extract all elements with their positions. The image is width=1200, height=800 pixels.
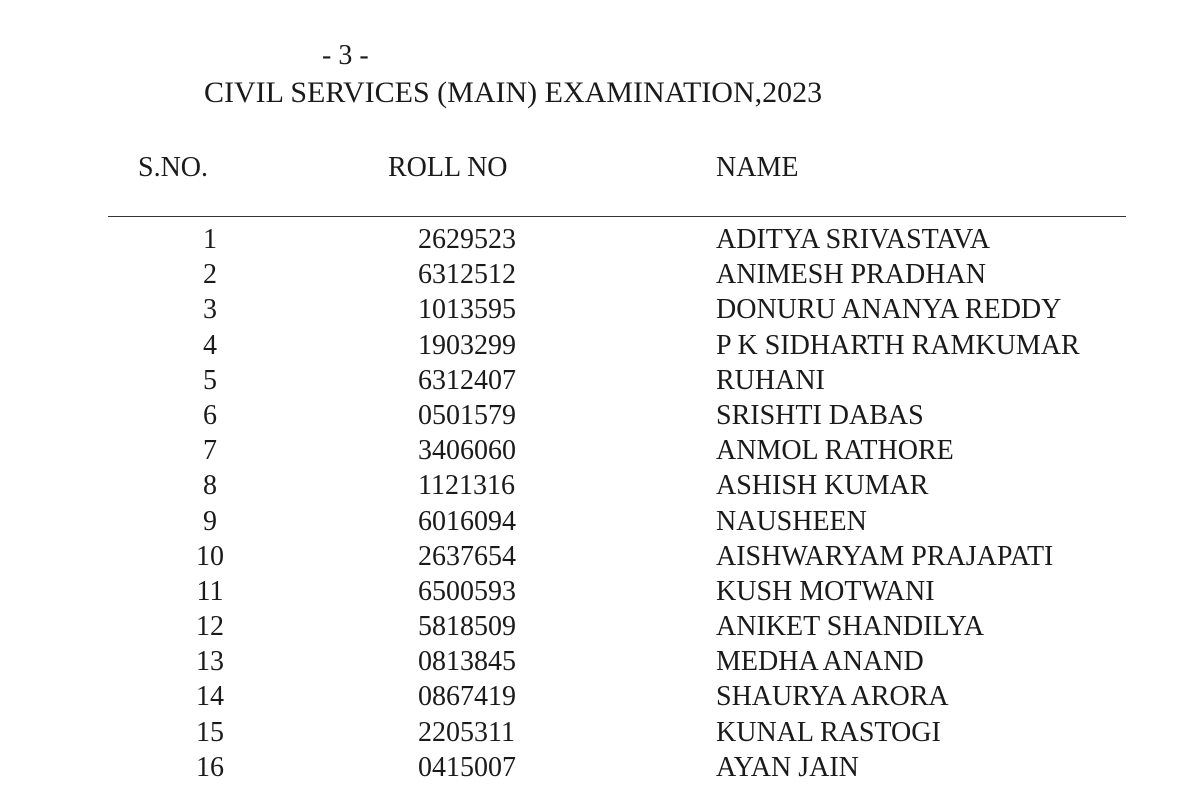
cell-roll-no: 0415007 bbox=[418, 751, 516, 783]
cell-sno: 11 bbox=[196, 575, 224, 607]
table-row bbox=[0, 259, 1200, 294]
cell-roll-no: 5818509 bbox=[418, 611, 516, 643]
table-row bbox=[0, 506, 1200, 541]
cell-roll-no: 0501579 bbox=[418, 399, 516, 431]
table-row bbox=[0, 752, 1200, 787]
cell-roll-no: 6500593 bbox=[418, 575, 516, 607]
column-header-roll-no: ROLL NO bbox=[388, 152, 508, 183]
table-row bbox=[0, 365, 1200, 400]
cell-name: MEDHA ANAND bbox=[716, 646, 924, 678]
page-number: - 3 - bbox=[322, 40, 369, 71]
cell-name: P K SIDHARTH RAMKUMAR bbox=[716, 329, 1080, 361]
cell-name: ANIMESH PRADHAN bbox=[716, 259, 986, 291]
table-row bbox=[0, 541, 1200, 576]
cell-roll-no: 6016094 bbox=[418, 505, 516, 537]
cell-name: DONURU ANANYA REDDY bbox=[716, 294, 1062, 326]
cell-name: NAUSHEEN bbox=[716, 505, 867, 537]
table-row bbox=[0, 470, 1200, 505]
cell-sno: 1 bbox=[203, 224, 217, 255]
cell-roll-no: 6312407 bbox=[418, 364, 516, 396]
cell-roll-no: 0867419 bbox=[418, 681, 516, 713]
cell-name: ADITYA SRIVASTAVA bbox=[716, 224, 990, 255]
cell-roll-no: 1903299 bbox=[418, 329, 516, 361]
exam-title: CIVIL SERVICES (MAIN) EXAMINATION,2023 bbox=[204, 76, 823, 109]
cell-name: ANIKET SHANDILYA bbox=[716, 611, 985, 643]
table-row bbox=[0, 224, 1200, 259]
table-row bbox=[0, 717, 1200, 752]
cell-roll-no: 2205311 bbox=[418, 716, 515, 748]
cell-sno: 16 bbox=[196, 751, 224, 783]
table-row bbox=[0, 576, 1200, 611]
cell-sno: 9 bbox=[203, 505, 217, 537]
cell-roll-no: 2637654 bbox=[418, 540, 516, 572]
cell-name: AYAN JAIN bbox=[716, 751, 859, 783]
table-row bbox=[0, 294, 1200, 329]
column-header-sno: S.NO. bbox=[138, 152, 209, 183]
cell-sno: 3 bbox=[203, 294, 217, 326]
cell-sno: 6 bbox=[203, 399, 217, 431]
cell-name: ANMOL RATHORE bbox=[716, 435, 954, 467]
table-row bbox=[0, 646, 1200, 681]
cell-sno: 7 bbox=[203, 435, 217, 467]
cell-roll-no: 1121316 bbox=[418, 470, 515, 502]
cell-sno: 12 bbox=[196, 611, 224, 643]
table-row bbox=[0, 681, 1200, 716]
cell-name: ASHISH KUMAR bbox=[716, 470, 929, 502]
column-header-name: NAME bbox=[716, 152, 799, 183]
cell-roll-no: 0813845 bbox=[418, 646, 516, 678]
cell-sno: 13 bbox=[196, 646, 224, 678]
cell-name: RUHANI bbox=[716, 364, 825, 396]
table-row bbox=[0, 400, 1200, 435]
cell-name: SRISHTI DABAS bbox=[716, 399, 924, 431]
table-row bbox=[0, 435, 1200, 470]
header-divider bbox=[108, 216, 1126, 217]
cell-sno: 5 bbox=[203, 364, 217, 396]
cell-sno: 8 bbox=[203, 470, 217, 502]
results-table bbox=[0, 224, 1200, 787]
cell-roll-no: 3406060 bbox=[418, 435, 516, 467]
cell-name: KUSH MOTWANI bbox=[716, 575, 935, 607]
cell-sno: 10 bbox=[196, 540, 224, 572]
cell-name: AISHWARYAM PRAJAPATI bbox=[716, 540, 1054, 572]
cell-name: KUNAL RASTOGI bbox=[716, 716, 941, 748]
cell-roll-no: 2629523 bbox=[418, 224, 516, 255]
table-row bbox=[0, 611, 1200, 646]
cell-roll-no: 1013595 bbox=[418, 294, 516, 326]
cell-name: SHAURYA ARORA bbox=[716, 681, 949, 713]
table-row bbox=[0, 330, 1200, 365]
cell-sno: 4 bbox=[203, 329, 217, 361]
cell-sno: 15 bbox=[196, 716, 224, 748]
cell-roll-no: 6312512 bbox=[418, 259, 516, 291]
cell-sno: 2 bbox=[203, 259, 217, 291]
cell-sno: 14 bbox=[196, 681, 224, 713]
